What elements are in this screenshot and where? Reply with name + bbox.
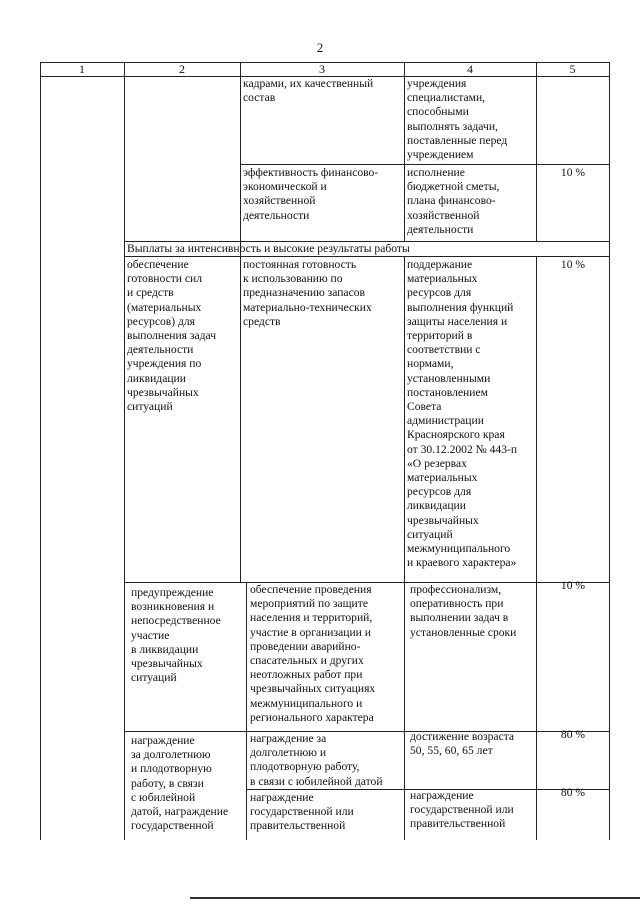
criterion-cell: обеспечение проведения мероприятий по защите населения и территорий, участие в организации и проведении аварийно- спасательных и других неотложных работ при чрезвычайных ситуациях межмуниципального и регионального характера <box>250 583 376 724</box>
criterion-cell: кадрами, их качественный состав <box>243 77 374 105</box>
criterion-cell: награждение государственной или правительственной <box>250 791 354 833</box>
column-divider <box>240 256 241 582</box>
column-divider <box>536 62 537 241</box>
condition-cell: поддержание материальных ресурсов для выполнения функций защиты населения и территорий в соответствии с нормами, установленными постановлением Совета администрации Красноярского края от 30.12.2002 № 443-п «О резервах материальных ресурсов для ликвидации чрезвычайных ситуаций межмуниципального и краевого характера» <box>407 258 518 570</box>
column-divider <box>404 256 405 840</box>
condition-cell: исполнение бюджетной сметы, плана финансово- хозяйственной деятельности <box>407 166 500 236</box>
column-divider <box>246 582 247 840</box>
column-header-2: 2 <box>179 62 185 76</box>
criterion-cell: награждение за долголетнюю и плодотворную работу, в связи с юбилейной датой <box>250 732 383 788</box>
criterion-cell: постоянная готовность к использованию по предназначению запасов материально-технических средств <box>243 258 372 328</box>
amount-cell: 10 % <box>560 579 586 592</box>
table-border-left <box>40 62 41 840</box>
column-divider <box>404 62 405 241</box>
column-divider <box>536 256 537 840</box>
condition-cell: учреждения специалистами, способными выполнять задачи, поставленные перед учреждением <box>407 77 508 162</box>
amount-cell: 10 % <box>560 258 586 271</box>
column-divider <box>240 62 241 256</box>
bottom-scan-rule <box>190 897 640 899</box>
condition-cell: профессионализм, оперативность при выполнении задач в установленные сроки <box>410 583 517 639</box>
amount-cell: 80 % <box>560 786 586 799</box>
condition-cell: награждение государственной или правительственной <box>410 789 514 831</box>
column-divider <box>124 62 125 840</box>
table-border-right <box>609 62 610 840</box>
position-cell: предупреждение возникновения и непосредственное участие в ликвидации чрезвычайных ситуаций <box>131 586 221 685</box>
page-number: 2 <box>316 40 324 55</box>
condition-cell: достижение возраста 50, 55, 60, 65 лет <box>410 730 515 758</box>
position-cell: обеспечение готовности сил и средств (материальных ресурсов) для выполнения задач деятельности учреждения по ликвидации чрезвычайных ситуаций <box>127 258 217 414</box>
amount-cell: 80 % <box>560 728 586 741</box>
amount-cell: 10 % <box>560 166 586 179</box>
position-cell: награждение за долголетнюю и плодотворную работу, в связи с юбилейной датой, награждение государственной <box>131 734 229 833</box>
column-header-1: 1 <box>79 62 85 76</box>
column-header-4: 4 <box>467 62 473 76</box>
column-header-3: 3 <box>319 62 325 76</box>
criterion-cell: эффективность финансово- экономической и хозяйственной деятельности <box>243 166 379 222</box>
section-title: Выплаты за интенсивность и высокие результаты работы <box>127 242 410 255</box>
column-header-5: 5 <box>569 62 576 76</box>
row-divider <box>240 164 610 165</box>
